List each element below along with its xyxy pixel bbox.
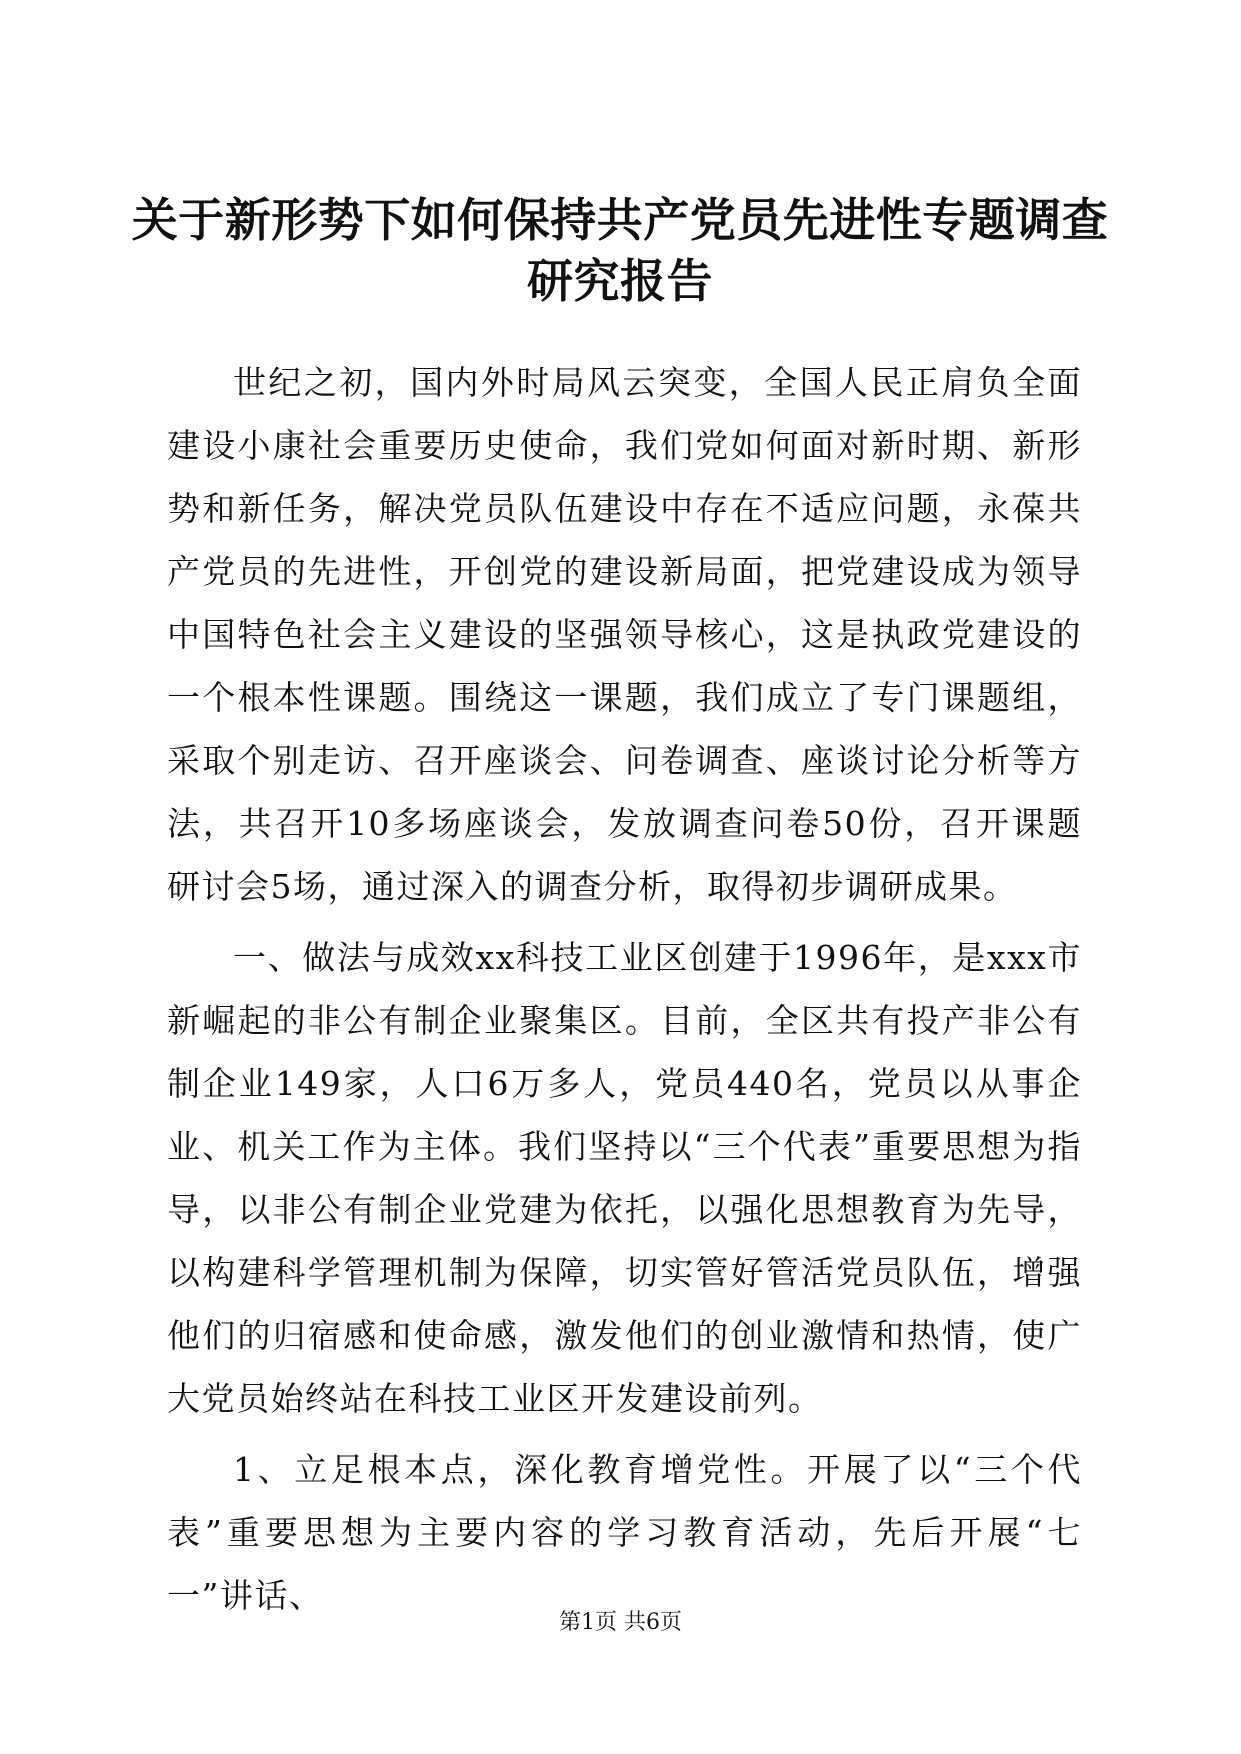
page-number-footer: 第1页 共6页 [559,1610,682,1635]
paragraph-point-one: 1、立足根本点，深化教育增党性。开展了以“三个代表”重要思想为主要内容的学习教育活动，先后开展“七一”讲话、 [167,1450,1082,1615]
document-title: 关于新形势下如何保持共产党员先进性专题调查研究报告 [131,193,1109,308]
paragraph-intro: 世纪之初，国内外时局风云突变，全国人民正肩负全面建设小康社会重要历史使命，我们党如何面对新时期、新形势和新任务，解决党员队伍建设中存在不适应问题，永葆共产党员的先进性，开创党的建设新局面，把党建设成为领导中国特色社会主义建设的坚强领导核心，这是执政党建设的一个根本性课题。围绕这一课题，我们成立了专门课题组，采取个别走访、召开座谈会、问卷调查、座谈讨论分析等方法，共召开10多场座谈会，发放调查问卷50份，召开课题研讨会5场，通过深入的调查分析，取得初步调研成果。 [167,363,1082,906]
document-body [167,351,1082,1635]
paragraph-section-one: 一、做法与成效xx科技工业区创建于1996年，是xxx市新崛起的非公有制企业聚集区。目前，全区共有投产非公有制企业149家，人口6万多人，党员440名，党员以从事企业、机关工作为主体。我们坚持以“三个代表”重要思想为指导，以非公有制企业党建为依托，以强化思想教育为先导，以构建科学管理机制为保障，切实管好管活党员队伍，增强他们的归宿感和使命感，激发他们的创业激情和热情，使广大党员始终站在科技工业区开发建设前列。 [167,938,1082,1418]
